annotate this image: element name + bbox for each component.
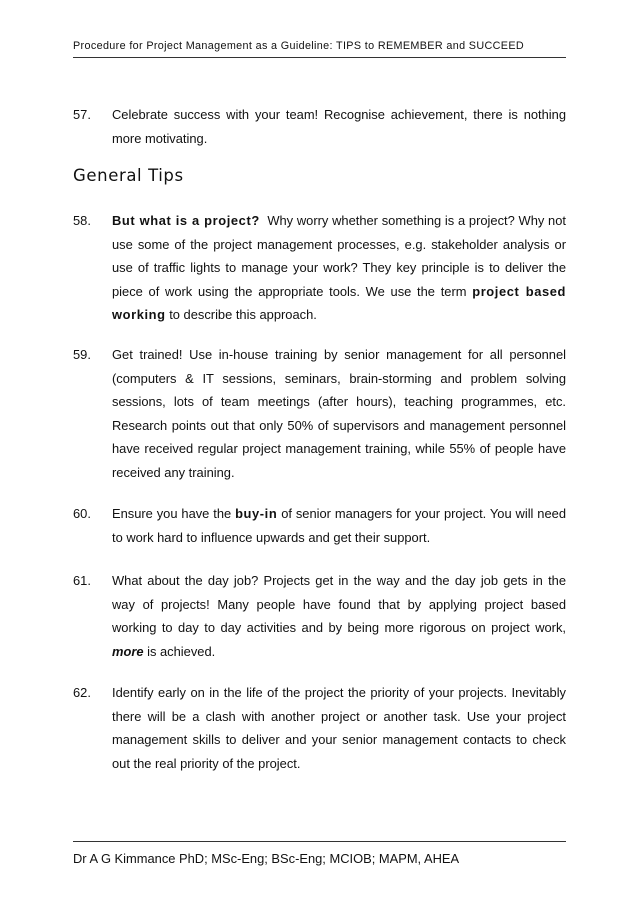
tip-number: 58. <box>73 213 91 228</box>
tip-text <box>112 103 566 150</box>
tip-body: Get trained! Use in-house training by senior management for all personnel (computers & IT sessions, seminars, brain-storming and problem solving sessions, lots of team meetings (after hours), teaching programmes, etc. Research points out that only 50% of supervisors and management personnel have received regular project management training, while 55% of people have received any training. <box>112 347 566 480</box>
tip-61 <box>73 569 566 663</box>
tip-60 <box>73 502 566 549</box>
tip-term: project based working <box>112 283 566 322</box>
page-header <box>73 40 566 58</box>
tip-text <box>112 569 566 663</box>
header-title: Procedure for Project Management as a Guideline: TIPS to REMEMBER and SUCCEED <box>73 40 525 52</box>
tip-body-a: What about the day job? Projects get in the way and the day job gets in the way of projects! Many people have found that by applying project based working to day to day activities and by being more rigorous on project work, <box>112 573 566 635</box>
tip-body-b: is achieved. <box>147 643 216 659</box>
footer-divider <box>73 841 566 842</box>
tip-body-b: to describe this approach. <box>169 307 317 322</box>
tip-number: 60. <box>73 506 91 521</box>
tip-body-a: Why worry whether something is a project? Why not use some of the project management processes, e.g. stakeholder analysis or use of traffic lights to manage your work? They key principle is to deliver the piece of work using the appropriate tools. We use the term <box>112 213 566 299</box>
tip-number: 59. <box>73 347 91 362</box>
tip-text <box>112 502 566 549</box>
tip-58 <box>73 209 566 327</box>
tip-number: 62. <box>73 685 91 700</box>
tip-text <box>112 343 566 484</box>
tip-emphasis: more <box>112 643 144 659</box>
tip-body: Celebrate success with your team! Recognise achievement, there is nothing more motivating. <box>112 107 566 146</box>
tip-text <box>112 681 566 775</box>
tip-body-a: Ensure you have the <box>112 506 232 521</box>
tip-body: Identify early on in the life of the project the priority of your projects. Inevitably there will be a clash with another project or another task. Use your project management skills to deliver and your senior management contacts to check out the real priority of the project. <box>112 685 566 771</box>
tip-59 <box>73 343 566 484</box>
tip-57 <box>73 103 566 150</box>
tip-body-b: of senior managers for your project. You will need to work hard to influence upwards and get their support. <box>112 506 566 545</box>
tip-text <box>112 209 566 327</box>
tip-term: buy-in <box>235 506 278 521</box>
tip-number: 61. <box>73 573 91 588</box>
page-footer <box>73 851 459 866</box>
tip-number: 57. <box>73 107 91 122</box>
tip-lead: But what is a project? <box>112 213 260 228</box>
section-heading: General Tips <box>73 166 184 185</box>
tip-62 <box>73 681 566 775</box>
footer-author: Dr A G Kimmance PhD; MSc-Eng; BSc-Eng; MCIOB; MAPM, AHEA <box>73 851 460 866</box>
